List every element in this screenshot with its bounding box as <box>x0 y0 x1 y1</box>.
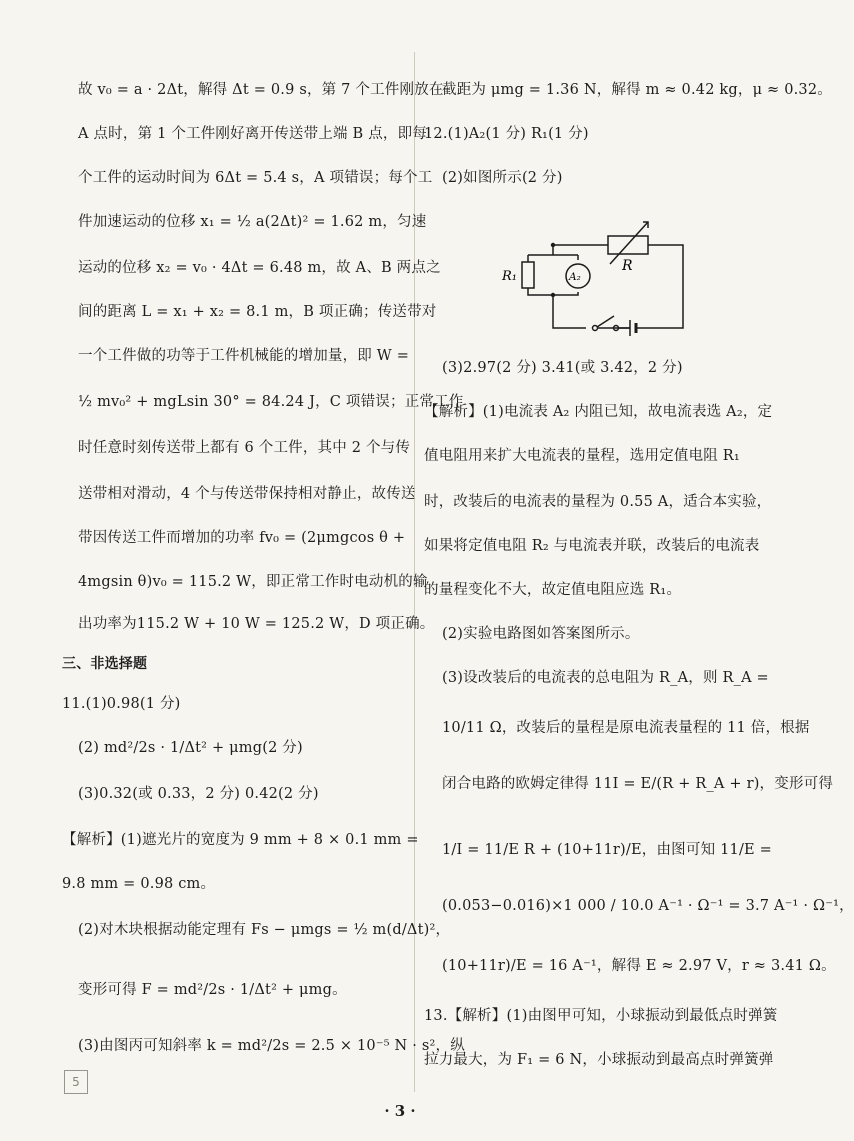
analysis-line: 【解析】(1)遮光片的宽度为 9 mm + 8 × 0.1 mm = <box>62 832 419 848</box>
text-line: 带因传送工件而增加的功率 fv₀ = (2μmgcos θ + <box>78 530 406 546</box>
page-number: · 3 · <box>384 1102 416 1120</box>
text-line: 件加速运动的位移 x₁ = ½ a(2Δt)² = 1.62 m，匀速 <box>78 214 427 230</box>
text-line: 一个工件做的功等于工件机械能的增加量，即 W = <box>78 348 410 364</box>
analysis-line: 时，改装后的电流表的量程为 0.55 A，适合本实验， <box>424 494 772 510</box>
answer-line: (3)2.97(2 分) 3.41(或 3.42，2 分) <box>442 360 683 376</box>
analysis-line: (2)对木块根据动能定理有 Fs − μmgs = ½ m(d/Δt)²， <box>78 922 451 938</box>
resistor-r1 <box>522 262 534 288</box>
analysis-line: (0.053−0.016)×1 000 / 10.0 A⁻¹ · Ω⁻¹ = 3.7 A⁻¹ · Ω⁻¹， <box>442 898 854 914</box>
analysis-line: 13.【解析】(1)由图甲可知，小球振动到最低点时弹簧 <box>424 1008 778 1024</box>
analysis-line: 闭合电路的欧姆定律得 11I = E/(R + R_A + r)，变形可得 <box>442 776 834 792</box>
corner-mark: 5 <box>64 1070 88 1094</box>
answer-line: 12.(1)A₂(1 分) R₁(1 分) <box>424 126 589 142</box>
text-line: 时任意时刻传送带上都有 6 个工件，其中 2 个与传 <box>78 440 411 456</box>
parallel-top <box>528 245 578 262</box>
text-line: 4mgsin θ)v₀ = 115.2 W，即正常工作时电动机的输 <box>78 574 428 590</box>
text-line: 故 v₀ = a · 2Δt，解得 Δt = 0.9 s，第 7 个工件刚放在 <box>78 82 444 98</box>
analysis-line: 值电阻用来扩大电流表的量程，选用定值电阻 R₁ <box>424 448 740 464</box>
text-line: 运动的位移 x₂ = v₀ · 4Δt = 6.48 m，故 A、B 两点之 <box>78 260 441 276</box>
label-a2: A₂ <box>569 271 581 283</box>
analysis-line: 1/I = 11/E R + (10+11r)/E，由图可知 11/E = <box>442 842 772 858</box>
answer-line: (2)如图所示(2 分) <box>442 170 563 186</box>
battery <box>630 320 648 336</box>
analysis-line: 10/11 Ω，改装后的量程是原电流表量程的 11 倍，根据 <box>442 720 810 736</box>
label-r1: R₁ <box>502 269 517 284</box>
label-r: R <box>622 258 633 274</box>
analysis-line: (10+11r)/E = 16 A⁻¹，解得 E ≈ 2.97 V，r ≈ 3.41 Ω。 <box>442 958 836 974</box>
text-line: ½ mv₀² + mgLsin 30° = 84.24 J，C 项错误；正常工作 <box>78 394 464 410</box>
circuit-diagram <box>498 200 698 340</box>
analysis-line: 变形可得 F = md²/2s · 1/Δt² + μmg。 <box>78 982 347 998</box>
analysis-line: 【解析】(1)电流表 A₂ 内阻已知，故电流表选 A₂，定 <box>424 404 773 420</box>
answer-line: (2) md²/2s · 1/Δt² + μmg(2 分) <box>78 740 303 756</box>
analysis-line: 拉力最大，为 F₁ = 6 N，小球振动到最高点时弹簧弹 <box>424 1052 774 1068</box>
analysis-line: (3)由图丙可知斜率 k = md²/2s = 2.5 × 10⁻⁵ N · s²，纵 <box>78 1038 465 1054</box>
section-heading: 三、非选择题 <box>62 656 148 672</box>
analysis-line: 如果将定值电阻 R₂ 与电流表并联，改装后的电流表 <box>424 538 760 554</box>
wire-right <box>648 245 683 328</box>
analysis-line: 的量程变化不大，故定值电阻应选 R₁。 <box>424 582 682 598</box>
answer-line: (3)0.32(或 0.33，2 分) 0.42(2 分) <box>78 786 319 802</box>
text-line: 出功率为115.2 W + 10 W = 125.2 W，D 项正确。 <box>78 616 435 632</box>
text-line: 截距为 μmg = 1.36 N，解得 m ≈ 0.42 kg，μ ≈ 0.32。 <box>442 82 832 98</box>
text-line: 间的距离 L = x₁ + x₂ = 8.1 m，B 项正确；传送带对 <box>78 304 437 320</box>
answer-line: 11.(1)0.98(1 分) <box>62 696 181 712</box>
analysis-line: 9.8 mm = 0.98 cm。 <box>62 876 216 892</box>
text-line: 送带相对滑动，4 个与传送带保持相对静止，故传送 <box>78 486 416 502</box>
analysis-line: (2)实验电路图如答案图所示。 <box>442 626 640 642</box>
wire-bottom-left <box>553 295 586 328</box>
text-line: A 点时，第 1 个工件刚好离开传送带上端 B 点，即每 <box>78 126 427 142</box>
text-line: 个工件的运动时间为 6Δt = 5.4 s，A 项错误；每个工 <box>78 170 433 186</box>
analysis-line: (3)设改装后的电流表的总电阻为 R_A，则 R_A = <box>442 670 769 686</box>
